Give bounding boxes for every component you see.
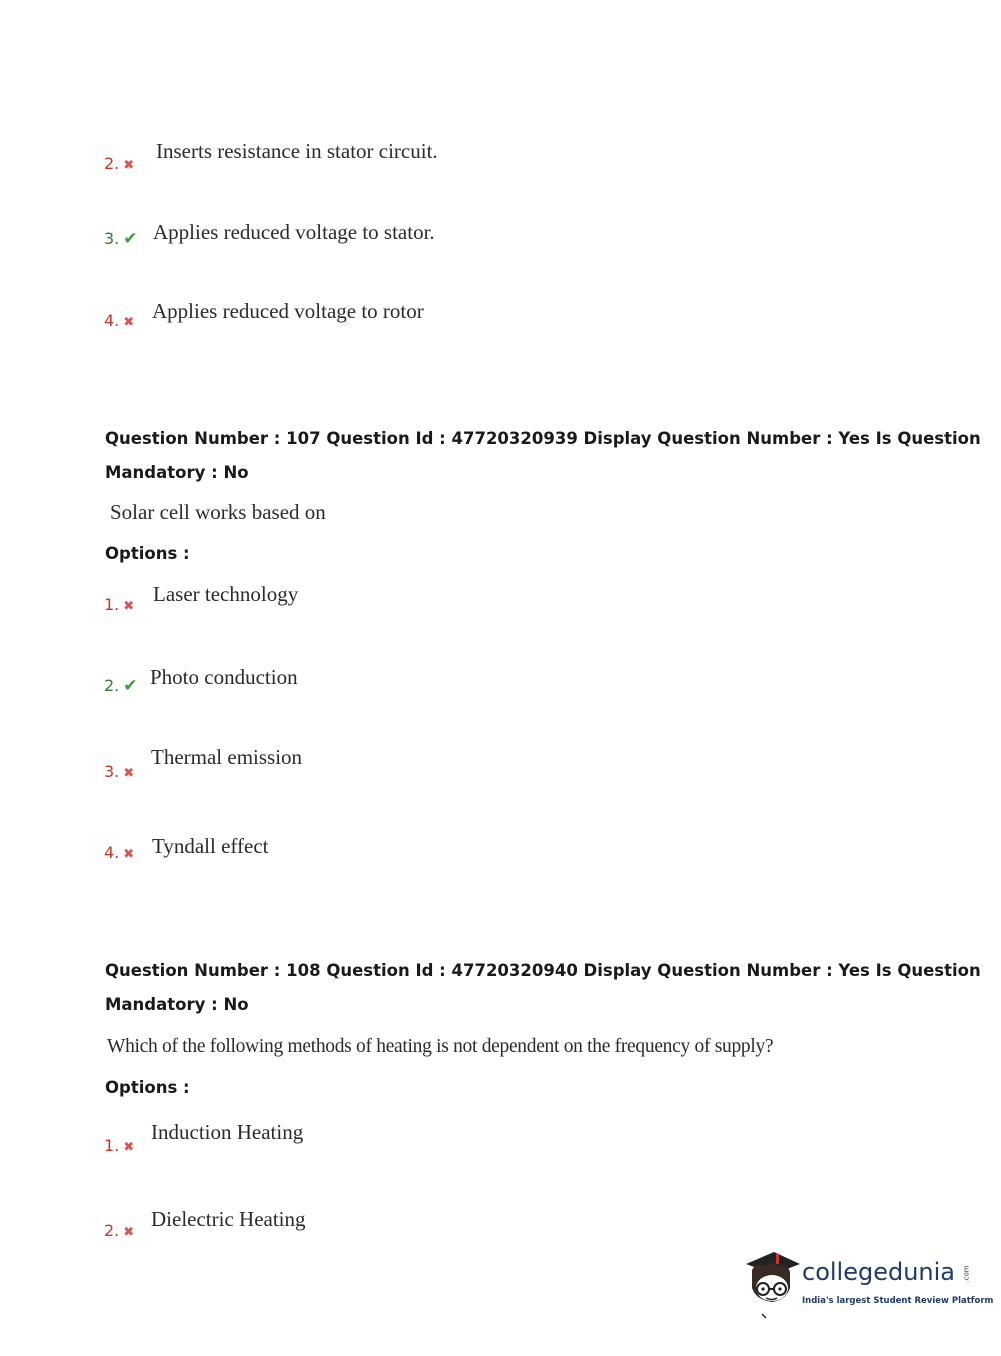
option-text: Applies reduced voltage to stator.	[153, 220, 435, 244]
logo-wordmark: collegedunia	[802, 1258, 956, 1286]
check-icon: ✔	[123, 229, 138, 248]
option-number: 3. ✖	[104, 762, 135, 781]
option-text: Inserts resistance in stator circuit.	[156, 139, 438, 163]
collegedunia-logo	[742, 1248, 994, 1320]
option-text: Applies reduced voltage to rotor	[152, 299, 424, 323]
option-number: 4. ✖	[104, 843, 135, 862]
option-number: 2. ✖	[104, 1221, 135, 1240]
cross-icon: ✖	[123, 1139, 135, 1154]
question-header: Question Number : 107 Question Id : 47720320939 Display Question Number : Yes Is Question	[105, 429, 981, 448]
option-text: Dielectric Heating	[151, 1207, 306, 1231]
options-label: Options :	[105, 1078, 190, 1097]
cross-icon: ✖	[123, 314, 135, 329]
option-number: 2. ✔	[104, 676, 138, 695]
option-text: Photo conduction	[150, 665, 298, 689]
cross-icon: ✖	[123, 765, 135, 780]
check-icon: ✔	[123, 676, 138, 695]
logo-tagline: India's largest Student Review Platform	[802, 1296, 994, 1306]
question-header: Question Number : 108 Question Id : 47720320940 Display Question Number : Yes Is Question	[105, 961, 981, 980]
option-number: 2. ✖	[104, 154, 135, 173]
option-text: Thermal emission	[151, 745, 303, 769]
question-text: Solar cell works based on	[110, 500, 326, 524]
cross-icon: ✖	[123, 1224, 135, 1239]
cross-icon: ✖	[123, 846, 135, 861]
options-label: Options :	[105, 544, 190, 563]
option-number: 4. ✖	[104, 311, 135, 330]
cross-icon: ✖	[123, 157, 135, 172]
option-number: 1. ✖	[104, 595, 135, 614]
option-number: 1. ✖	[104, 1136, 135, 1155]
option-text: Induction Heating	[151, 1120, 304, 1144]
option-number: 3. ✔	[104, 229, 138, 248]
mascot-icon	[742, 1248, 802, 1320]
question-text: Which of the following methods of heating is not dependent on the frequency of supply?	[107, 1036, 774, 1057]
cross-icon: ✖	[123, 598, 135, 613]
question-header-mandatory: Mandatory : No	[105, 463, 249, 482]
option-text: Tyndall effect	[152, 834, 269, 858]
option-text: Laser technology	[153, 582, 299, 606]
question-header-mandatory: Mandatory : No	[105, 995, 249, 1014]
logo-suffix: .com	[962, 1265, 971, 1283]
